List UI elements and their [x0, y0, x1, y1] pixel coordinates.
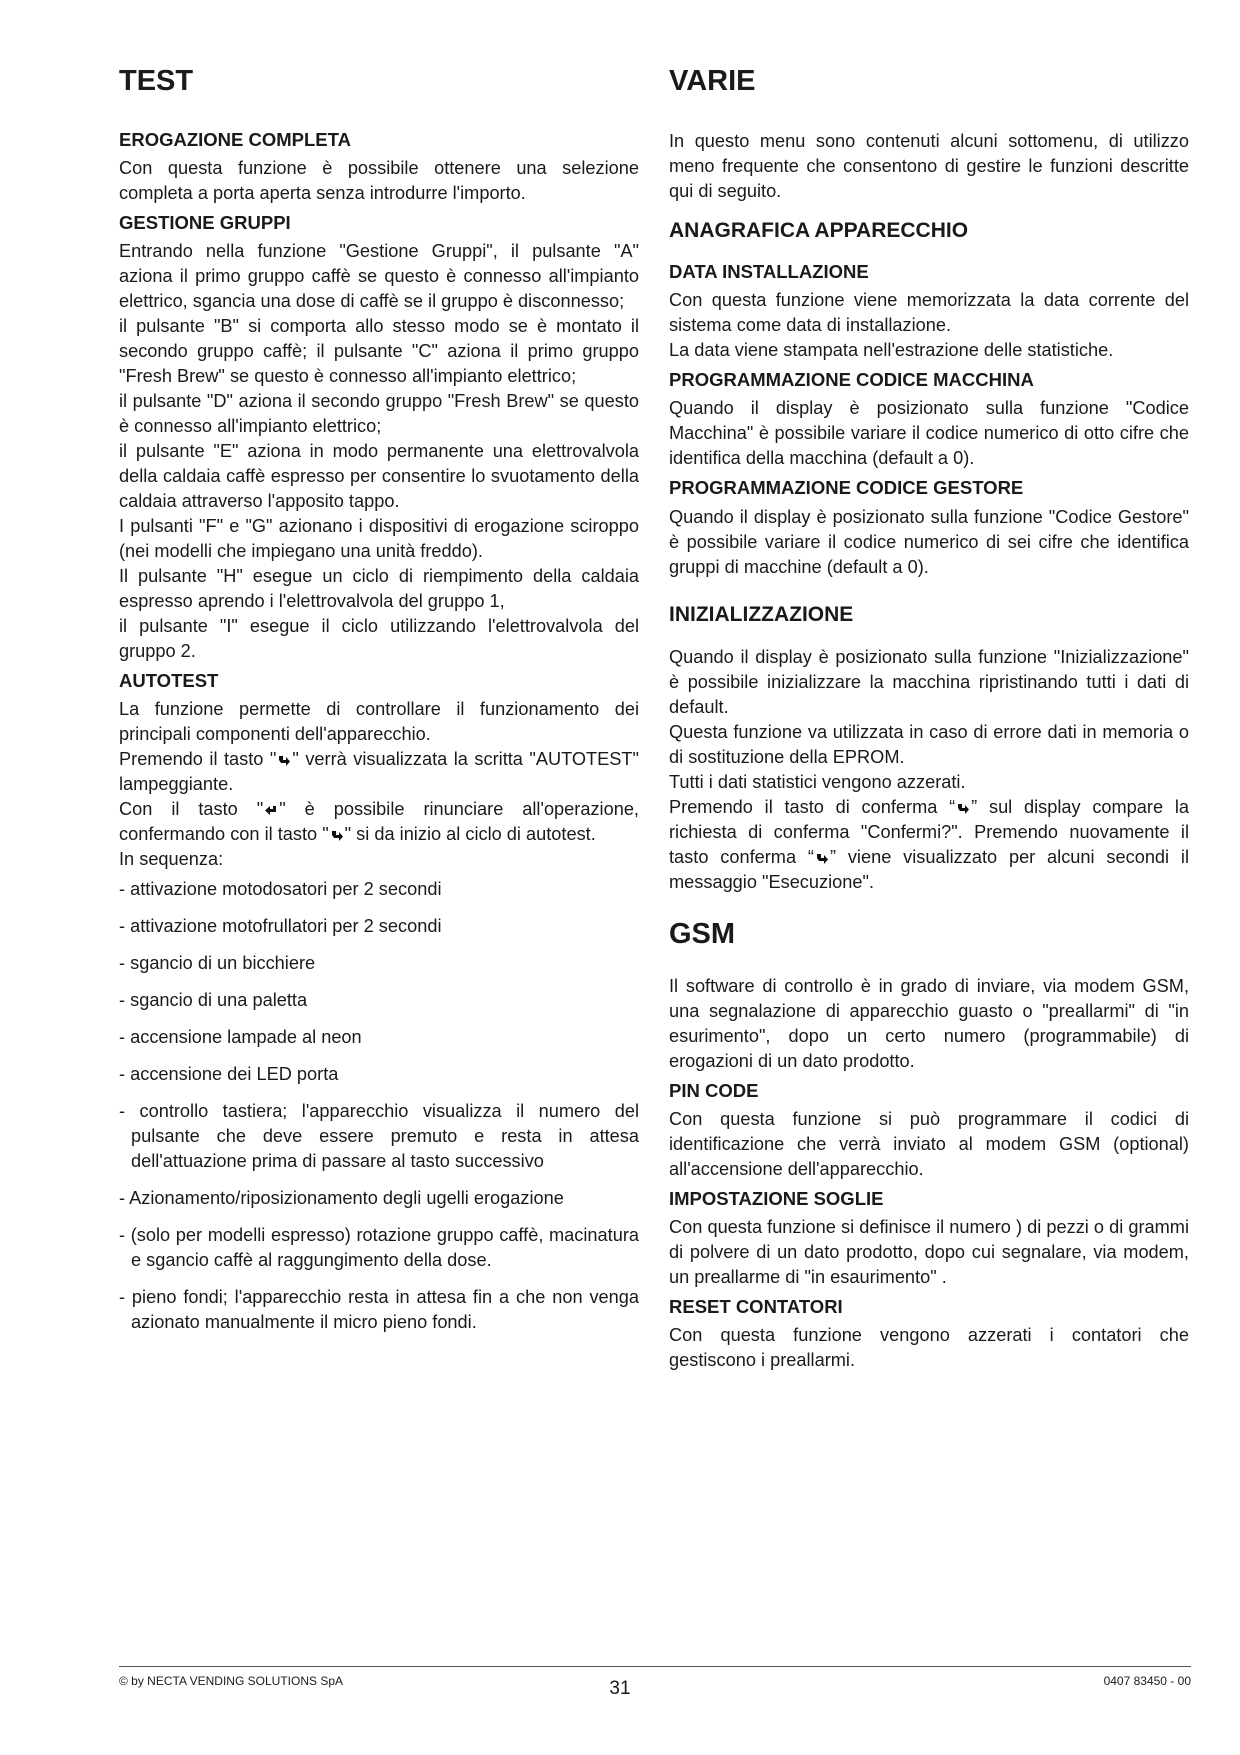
section-title-gsm: GSM [669, 917, 736, 950]
list-item: - pieno fondi; l'apparecchio resta in attesa fin a che non venga azionato manualmente il micro pieno fondi. [119, 1287, 639, 1333]
list-item: - sgancio di un bicchiere [119, 953, 316, 974]
right-column [669, 58, 1189, 1378]
heading-reset-contatori: RESET CONTATORI [669, 1295, 843, 1317]
paragraph: La funzione permette di controllare il funzionamento dei principali componenti dell'apparecchio. [119, 699, 639, 745]
paragraph: Entrando nella funzione "Gestione Gruppi", il pulsante "A" aziona il primo gruppo caffè se questo è connesso all'impianto elettrico, sgancia una dose di caffè se il gruppo è disconnesso; [119, 241, 639, 312]
list-item: - controllo tastiera; l'apparecchio visualizza il numero del pulsante che deve essere premuto e resta in attesa dell'attuazione prima di passare al tasto successivo [119, 1101, 639, 1172]
heading-erogazione-completa: EROGAZIONE COMPLETA [119, 128, 351, 150]
paragraph: il pulsante "I" esegue il ciclo utilizzando l'elettrovalvola del gruppo 2. [119, 616, 639, 662]
heading-data-installazione: DATA INSTALLAZIONE [669, 260, 869, 282]
heading-gestione-gruppi: GESTIONE GRUPPI [119, 211, 291, 233]
autotest-sequence-list [119, 877, 639, 1335]
page-number: 31 [609, 1678, 631, 1699]
paragraph: Con questa funzione vengono azzerati i contatori che gestiscono i preallarmi. [669, 1325, 1189, 1371]
paragraph: Tutti i dati statistici vengono azzerati. [669, 771, 966, 792]
list-item: - sgancio di una paletta [119, 990, 308, 1011]
list-item: - accensione dei LED porta [119, 1064, 339, 1085]
paragraph: Con questa funzione si può programmare il codici di identificazione che verrà inviato al modem GSM (optional) all'accensione dell'apparecchio. [669, 1108, 1189, 1179]
paragraph: Premendo il tasto di conferma “ ” sul display compare la richiesta di conferma "Confermi?". Premendo nuovamente il tasto conferma “ ” viene visualizzato per alcuni secondi il messaggio "Esecuzione". [669, 796, 1189, 892]
list-item: - attivazione motofrullatori per 2 secondi [119, 916, 442, 937]
section-title-test: TEST [119, 65, 194, 97]
paragraph: Con il tasto " " è possibile rinunciare all'operazione, confermando con il tasto " " si da inizio al ciclo di autotest. [119, 799, 639, 845]
list-item: - accensione lampade al neon [119, 1027, 362, 1048]
confirm-key-icon [956, 801, 970, 815]
document-code: 0407 83450 - 00 [1103, 1674, 1191, 1688]
paragraph: Il pulsante "H" esegue un ciclo di riempimento della caldaia espresso aprendo i l'elettrovalvola del gruppo 1, [119, 566, 639, 612]
heading-pin-code: PIN CODE [669, 1079, 759, 1101]
heading-inizializzazione: INIZIALIZZAZIONE [669, 602, 854, 626]
paragraph: Quando il display è posizionato sulla funzione "Codice Macchina" è possibile variare il codice numerico di otto cifre che identifica della macchina (default a 0). [669, 398, 1189, 469]
heading-autotest: AUTOTEST [119, 670, 219, 692]
list-item: - (solo per modelli espresso) rotazione gruppo caffè, macinatura e sgancio caffè al raggungimento della dose. [119, 1225, 639, 1271]
list-item: - attivazione motodosatori per 2 secondi [119, 879, 442, 900]
footer-divider [119, 1666, 1191, 1667]
paragraph: Con questa funzione viene memorizzata la data corrente del sistema come data di installazione. [669, 290, 1189, 336]
paragraph: Con questa funzione è possibile ottenere una selezione completa a porta aperta senza introdurre l'importo. [119, 157, 639, 203]
confirm-key-icon [330, 828, 344, 842]
paragraph: il pulsante "B" si comporta allo stesso modo se è montato il secondo gruppo caffè; il pulsante "C" aziona il primo gruppo "Fresh Brew" se questo è connesso all'impianto elettrico; [119, 316, 639, 387]
section-title-varie: VARIE [669, 65, 756, 97]
cancel-key-icon [264, 803, 278, 817]
paragraph: I pulsanti "F" e "G" azionano i dispositivi di erogazione sciroppo (nei modelli che impiegano una unità freddo). [119, 516, 639, 562]
paragraph: Il software di controllo è in grado di inviare, via modem GSM, una segnalazione di apparecchio guasto o "preallarmi" di "in esurimento", dopo un certo numero (programmabile) di erogazioni di un dato prodotto. [669, 975, 1189, 1071]
heading-impostazione-soglie: IMPOSTAZIONE SOGLIE [669, 1187, 884, 1209]
paragraph: Quando il display è posizionato sulla funzione "Inizializzazione" è possibile inizializzare la macchina ripristinando tutti i dati di default. [669, 646, 1189, 717]
heading-codice-gestore: PROGRAMMAZIONE CODICE GESTORE [669, 477, 1024, 499]
paragraph: In sequenza: [119, 849, 224, 870]
paragraph: Quando il display è posizionato sulla funzione "Codice Gestore" è possibile variare il codice numerico di sei cifre che identifica gruppi di macchine (default a 0). [669, 506, 1189, 577]
paragraph: Premendo il tasto " " verrà visualizzata la scritta "AUTOTEST" lampeggiante. [119, 749, 639, 795]
paragraph: Con questa funzione si definisce il numero ) di pezzi o di grammi di polvere di un dato prodotto, dopo cui segnalare, via modem, un preallarme di "in esaurimento" . [669, 1216, 1189, 1287]
list-item: - Azionamento/riposizionamento degli ugelli erogazione [119, 1188, 564, 1209]
paragraph: In questo menu sono contenuti alcuni sottomenu, di utilizzo meno frequente che consentono di gestire le funzioni descritte qui di seguito. [669, 130, 1189, 201]
paragraph: Questa funzione va utilizzata in caso di errore dati in memoria o di sostituzione della EPROM. [669, 721, 1189, 767]
left-column [119, 58, 639, 1347]
paragraph: il pulsante "E" aziona in modo permanente una elettrovalvola della caldaia caffè espresso per consentire lo svuotamento della caldaia attraverso l'apposito tappo. [119, 441, 639, 512]
heading-codice-macchina: PROGRAMMAZIONE CODICE MACCHINA [669, 369, 1034, 391]
footer-copyright: © by NECTA VENDING SOLUTIONS SpA [119, 1674, 344, 1688]
paragraph: il pulsante "D" aziona il secondo gruppo "Fresh Brew" se questo è connesso all'impianto elettrico; [119, 391, 639, 437]
paragraph: La data viene stampata nell'estrazione delle statistiche. [669, 340, 1114, 361]
confirm-key-icon [277, 753, 291, 767]
confirm-key-icon [815, 851, 829, 865]
heading-anagrafica-apparecchio: ANAGRAFICA APPARECCHIO [669, 218, 969, 242]
